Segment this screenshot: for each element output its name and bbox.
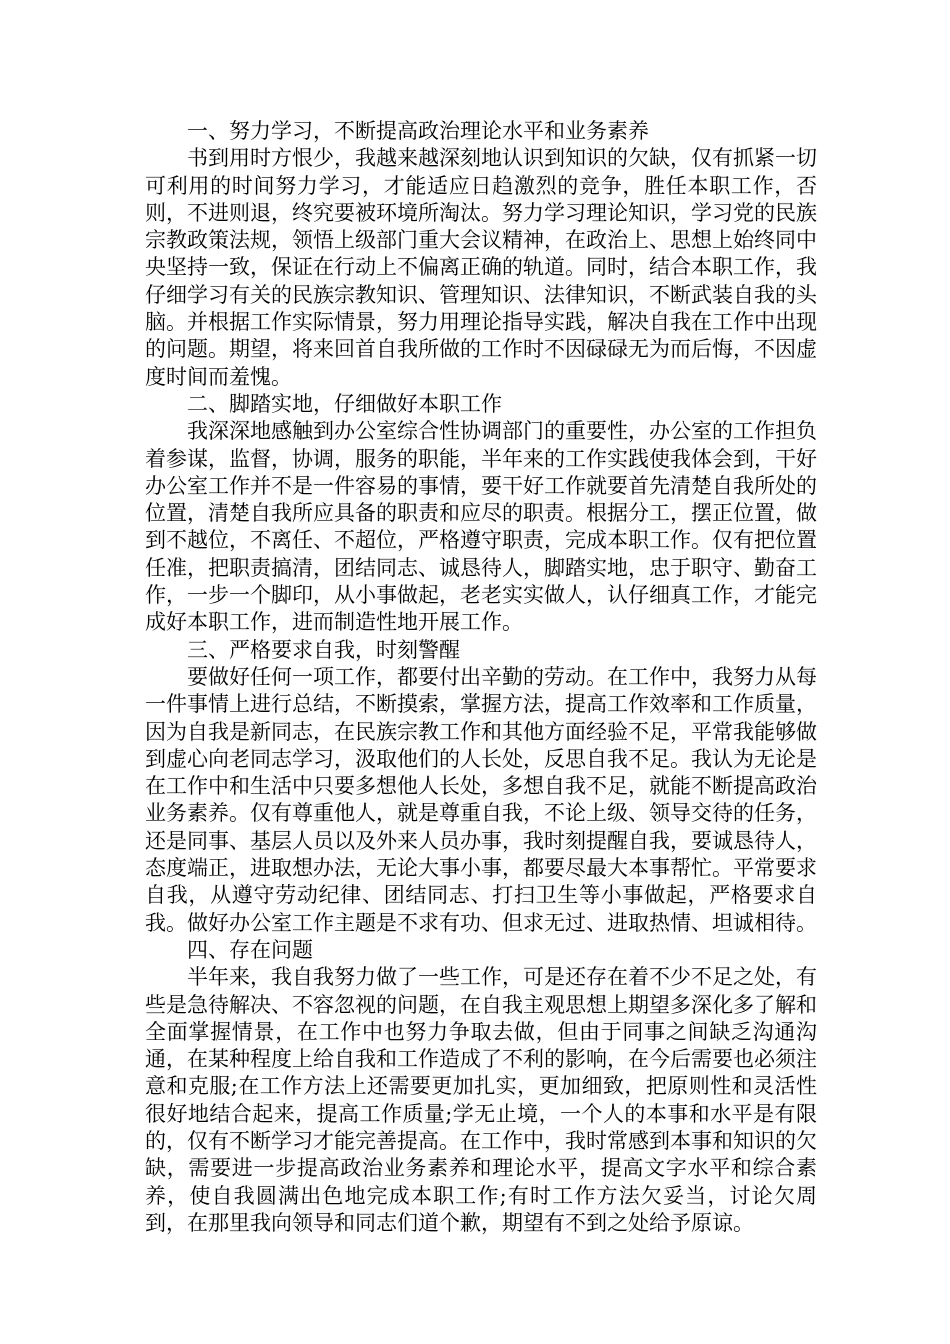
section-heading-4: 四、存在问题 [187, 937, 313, 962]
section-body-2: 我深深地感触到办公室综合性协调部门的重要性，办公室的工作担负着参谋，监督，协调，服务的职能，半年来的工作实践使我体会到，干好办公室工作并不是一件容易的事情，要干好工作就要首先清楚自我所处的位置，清楚自我所应具备的职责和应尽的职责。根据分工，摆正位置，做到不越位，不离任、不超位，严格遵守职责，完成本职工作。仅有把位置任准，把职责搞清，团结同志、诚恳待人，脚踏实地，忠于职守、勤奋工作，一步一个脚印，从小事做起，老老实实做人，认仔细真工作，才能完成好本职工作，进而制造性地开展工作。 [145, 419, 817, 635]
document-page [145, 118, 817, 1237]
section-heading-2: 二、脚踏实地，仔细做好本职工作 [187, 391, 502, 416]
section-heading-1: 一、努力学习，不断提高政治理论水平和业务素养 [187, 119, 649, 143]
section-body-4: 半年来，我自我努力做了一些工作，可是还存在着不少不足之处，有些是急待解决、不容忽视的问题，在自我主观思想上期望多深化多了解和全面掌握情景，在工作中也努力争取去做，但由于同事之间缺乏沟通沟通，在某种程度上给自我和工作造成了不利的影响，在今后需要也必须注意和克服;在工作方法上还需要更加扎实，更加细致，把原则性和灵活性很好地结合起来，提高工作质量;学无止境，一个人的本事和水平是有限的，仅有不断学习才能完善提高。在工作中，我时常感到本事和知识的欠缺，需要进一步提高政治业务素养和理论水平，提高文字水平和综合素养，使自我圆满出色地完成本职工作;有时工作方法欠妥当，讨论欠周到，在那里我向领导和同志们道个歉，期望有不到之处给予原谅。 [145, 965, 817, 1235]
section-body-3: 要做好任何一项工作，都要付出辛勤的劳动。在工作中，我努力从每一件事情上进行总结，不断摸索，掌握方法，提高工作效率和工作质量，因为自我是新同志，在民族宗教工作和其他方面经验不足，平常我能够做到虚心向老同志学习，汲取他们的人长处，反思自我不足。我认为无论是在工作中和生活中只要多想他人长处，多想自我不足，就能不断提高政治业务素养。仅有尊重他人，就是尊重自我，不论上级、领导交待的任务，还是同事、基层人员以及外来人员办事，我时刻提醒自我，要诚恳待人，态度端正，进取想办法，无论大事小事，都要尽最大本事帮忙。平常要求自我，从遵守劳动纪律、团结同志、打扫卫生等小事做起，严格要求自我。做好办公室工作主题是不求有功、但求无过、进取热情、坦诚相待。 [145, 664, 817, 935]
section-body-1: 书到用时方恨少，我越来越深刻地认识到知识的欠缺，仅有抓紧一切可利用的时间努力学习，才能适应日趋激烈的竞争，胜任本职工作，否则，不进则退，终究要被环境所淘汰。努力学习理论知识，学习党的民族宗教政策法规，领悟上级部门重大会议精神，在政治上、思想上始终同中央坚持一致，保证在行动上不偏离正确的轨道。同时，结合本职工作，我仔细学习有关的民族宗教知识、管理知识、法律知识，不断武装自我的头脑。并根据工作实际情景，努力用理论指导实践，解决自我在工作中出现的问题。期望，将来回首自我所做的工作时不因碌碌无为而后悔，不因虚度时间而羞愧。 [145, 146, 817, 389]
section-heading-3: 三、严格要求自我，时刻警醒 [187, 637, 460, 662]
